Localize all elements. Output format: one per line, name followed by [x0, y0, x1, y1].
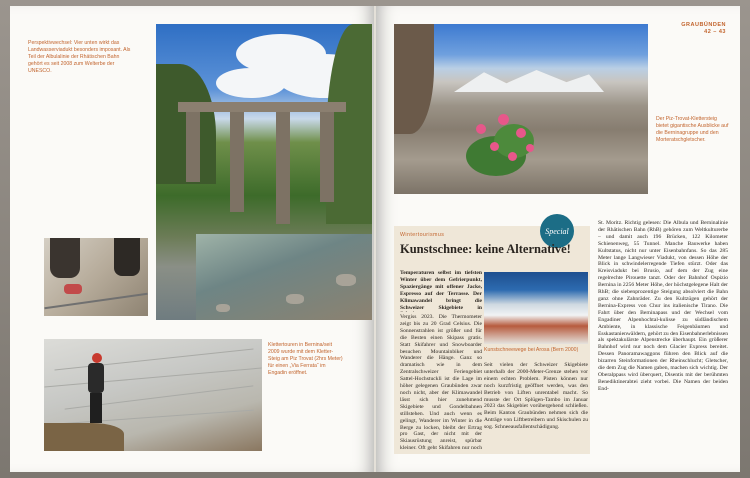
page-numbers: 42 – 43 — [704, 29, 726, 35]
article-lead: Temperaturen selbst im tiefsten Winter über dem Gefrierpunkt, Spaziergänge mit offener Jacke, Espresso auf der Terrasse. Der Klimawandel bringt die Schweizer Skigebiete in — [400, 270, 482, 311]
snow-photo-caption: Kunstschneewege bei Arosa (Bern 2000) — [484, 347, 579, 353]
glacier-climber-photo — [44, 339, 262, 451]
article-column-2: Seit vielen der Schweizer Skigebiete unterhalb der 2000-Meter-Grenze stehen vor einem echten Problem. Pisten können nur noch kurzfristig geöffnet werden, was den Betrieb von Liften unrentabel macht. So musste der Ort Splügen-Tambo im Januar 2023 das Skigebiet vorübergehend schließen. Beim Kanton Graubünden nehmen sich die Anträge von Liftbetreibern und Skischulen zu sog. Schneeausfallentschädigung. — [484, 362, 588, 431]
article-column-1: Vergiss 2023. Die Thermometer zeigt bis zu 20 Grad Celsius. Die Sonnenstrahlen ist größer und für die Besten einen Skipass gratis. Statt Skifahrer und Snowboarder besuchen Mountainbiker und Wanderer die Hänge. Ganz so dramatisch wie in dem Zentralschweizer Feriengebiet Sattel-Hochstuckli ist die Lage im höher gelegenen Graubünden zwar noch nicht, aber der Klimawandel lässt sich hier zunehmend Skigebiete und Gondelbahnen stillstehen. Und auch wenn es gelingt, Wanderer im Winter in die Berge zu locken, bleibt der Ertrag pro Gast, der nicht mit der Skiausrüstung anreist, spürbar kleiner. Oft geht Skifahren nur noch — [400, 314, 482, 452]
viaduct-structure — [178, 102, 346, 222]
left-page — [10, 6, 374, 472]
landwasser-viaduct-photo — [156, 24, 372, 320]
right-page — [376, 6, 740, 472]
article-kicker: Wintertourismus — [400, 232, 445, 238]
flower-caption: Der Piz-Trovat-Klettersteig bietet gigantische Ausblicke auf die Berninagruppe und den Morteratschgletscher. — [656, 116, 729, 143]
viaduct-caption: Perspektivwechsel: Vier unten wirkt das Landwasserviadukt besonders imposant. Als Teil der Albulalinie der Rhätischen Bahn gehört es seit 2008 zum Welterbe der UNESCO. — [28, 40, 131, 74]
special-badge: Special — [540, 214, 574, 248]
article-title: Kunstschnee: keine Alternative! — [400, 242, 571, 256]
via-ferrata-caption: Klettertouren in Bernina/seit 2009 wurde mit dem Kletter-Steig am Piz Trovat (2hrs Meter) für einen „Via Ferrata“ im Engadin eröffnet. — [268, 342, 343, 376]
running-header — [681, 22, 726, 36]
article-column-3: St. Moritz. Richtig gelesen: Die Albula und Berninalinie der Rhätischen Bahn (RhB) gehören zum Weltkulturerbe – und damit auch 196 Brücken, 122 Kilometer Schienenweg, 55 Tunnel. Manche Bauwerke haben Kultstatus, nicht nur unter Eisenbahnfans. So das 285 Meter lange Langwieser Viadukt, von dessen Höhe der Blick in schwindelerregende Tiefen stürzt. Oder das Kreisviadukt bei Brusio, auf dem der Zug eine regelrechte Pirouette tanzt. Oder der Bahnhof Ospizio Bernina in 2256 Meter Höhe, der höchstgelegene Halt der RhB; die siebenprozentige Steigung absolviert die Bahn ganz ohne Zahnräder. Zu den Kultzügen gehört der Bernina-Express von Chur ins italienische Tirano. Die Fahrt über den Berninapass und der Wechsel vom Engadiner Alpenhochtal-kulisse zu südländischem Ambiente, in klassische Feigenbäumen und Esskastanienwäldern, gehört zu den Eisenbahnerlebnissen als spektakulärste Alpenstrecke überhaupt. Ein größerer Bahnhof wird nur noch dem Glacier Express bereitet. Dessen Panoramawaggons führen den Blick auf die bizarren Steinformationen der Rheinschlucht; Gletscher, die dem Zug die Namen gaben, machen sich wichtig. Der Oberalppass wird überquert, Disentis mit der berühmten Benediktinerabtei zieht vorbei. Die Namen der beiden End- — [598, 220, 728, 392]
alpine-flowers-photo — [394, 24, 648, 194]
artificial-snow-photo — [484, 272, 588, 344]
section-label: GRAUBÜNDEN — [681, 22, 726, 28]
via-ferrata-boots-photo — [44, 238, 148, 316]
